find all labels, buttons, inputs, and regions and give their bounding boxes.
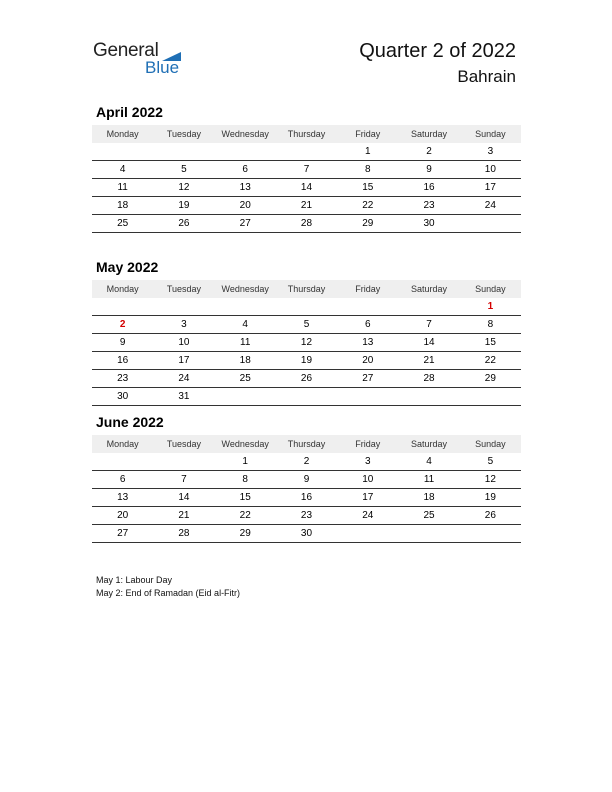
page-title: Quarter 2 of 2022 [359,40,516,62]
empty-day-cell [398,388,459,406]
day-cell: 22 [215,507,276,525]
week-row [92,215,521,233]
week-row [92,453,521,471]
month-april [92,104,521,233]
empty-day-cell [460,215,521,233]
month-title: May 2022 [96,259,159,275]
day-cell: 28 [398,370,459,388]
weekday-header: Monday [92,435,153,453]
day-cell: 27 [337,370,398,388]
weekday-header: Tuesday [153,435,214,453]
day-cell: 4 [92,161,153,179]
weekday-header: Saturday [398,125,459,143]
day-cell: 18 [215,352,276,370]
week-row [92,161,521,179]
calendar-table [92,280,521,406]
day-cell: 14 [276,179,337,197]
day-cell: 25 [398,507,459,525]
day-cell: 20 [337,352,398,370]
day-cell: 29 [215,525,276,543]
empty-day-cell [398,525,459,543]
empty-day-cell [215,388,276,406]
day-cell: 6 [92,471,153,489]
day-cell: 4 [398,453,459,471]
weekday-header: Tuesday [153,280,214,298]
holiday-notes [96,574,240,600]
day-cell: 6 [215,161,276,179]
weekday-header: Monday [92,280,153,298]
day-cell: 19 [153,197,214,215]
empty-day-cell [460,388,521,406]
day-cell: 26 [153,215,214,233]
weekday-header: Friday [337,435,398,453]
day-cell: 10 [460,161,521,179]
empty-day-cell [276,298,337,316]
weekday-header: Saturday [398,280,459,298]
day-cell: 4 [215,316,276,334]
day-cell: 13 [92,489,153,507]
day-cell: 22 [460,352,521,370]
day-cell: 28 [153,525,214,543]
weekday-header: Tuesday [153,125,214,143]
day-cell: 30 [398,215,459,233]
empty-day-cell [460,525,521,543]
day-cell: 26 [276,370,337,388]
day-cell: 21 [398,352,459,370]
day-cell: 3 [460,143,521,161]
weekday-header: Sunday [460,280,521,298]
month-title: June 2022 [96,414,164,430]
week-row [92,334,521,352]
weekday-header: Wednesday [215,125,276,143]
weekday-header: Wednesday [215,435,276,453]
empty-day-cell [215,143,276,161]
day-cell: 3 [153,316,214,334]
day-cell: 25 [215,370,276,388]
holiday-note: May 2: End of Ramadan (Eid al-Fitr) [96,588,241,598]
day-cell: 21 [153,507,214,525]
day-cell: 12 [460,471,521,489]
empty-day-cell [92,453,153,471]
logo-word-blue: Blue [145,58,180,77]
day-cell: 5 [460,453,521,471]
calendar-table [92,435,521,543]
day-cell: 8 [460,316,521,334]
day-cell: 19 [276,352,337,370]
day-cell: 15 [337,179,398,197]
day-cell: 18 [92,197,153,215]
day-cell: 7 [276,161,337,179]
day-cell: 11 [215,334,276,352]
empty-day-cell [337,525,398,543]
day-cell: 24 [153,370,214,388]
day-cell: 5 [276,316,337,334]
day-cell: 25 [92,215,153,233]
week-row [92,507,521,525]
week-row [92,471,521,489]
week-row [92,143,521,161]
weekday-header: Friday [337,280,398,298]
day-cell: 26 [460,507,521,525]
weekday-header: Thursday [276,435,337,453]
week-row [92,525,521,543]
empty-day-cell [337,298,398,316]
day-cell: 9 [92,334,153,352]
logo-word-general: General [93,40,159,61]
empty-day-cell [398,298,459,316]
day-cell: 18 [398,489,459,507]
holiday-note: May 1: Labour Day [96,575,173,585]
empty-day-cell [92,143,153,161]
day-cell: 12 [153,179,214,197]
day-cell: 7 [398,316,459,334]
country-name: Bahrain [457,67,516,86]
weekday-header: Wednesday [215,280,276,298]
day-cell: 31 [153,388,214,406]
day-cell: 21 [276,197,337,215]
day-cell: 17 [460,179,521,197]
generalblue-logo [93,40,203,80]
week-row [92,370,521,388]
day-cell: 29 [337,215,398,233]
week-row [92,388,521,406]
day-cell: 30 [276,525,337,543]
day-cell: 13 [337,334,398,352]
day-cell: 10 [153,334,214,352]
day-cell: 8 [215,471,276,489]
day-cell: 15 [215,489,276,507]
weekday-header: Monday [92,125,153,143]
day-cell: 1 [460,298,521,316]
day-cell: 9 [398,161,459,179]
weekday-header: Sunday [460,435,521,453]
empty-day-cell [153,298,214,316]
day-cell: 2 [398,143,459,161]
day-cell: 8 [337,161,398,179]
day-cell: 28 [276,215,337,233]
month-june [92,414,521,543]
day-cell: 14 [398,334,459,352]
day-cell: 27 [92,525,153,543]
day-cell: 16 [276,489,337,507]
day-cell: 22 [337,197,398,215]
day-cell: 30 [92,388,153,406]
calendar-table [92,125,521,233]
day-cell: 23 [398,197,459,215]
day-cell: 1 [337,143,398,161]
day-cell: 15 [460,334,521,352]
weekday-header: Thursday [276,280,337,298]
weekday-header: Thursday [276,125,337,143]
empty-day-cell [276,143,337,161]
day-cell: 5 [153,161,214,179]
day-cell: 16 [398,179,459,197]
week-row [92,316,521,334]
week-row [92,489,521,507]
day-cell: 16 [92,352,153,370]
day-cell: 20 [92,507,153,525]
day-cell: 24 [460,197,521,215]
day-cell: 29 [460,370,521,388]
week-row [92,298,521,316]
day-cell: 7 [153,471,214,489]
week-row [92,179,521,197]
day-cell: 12 [276,334,337,352]
day-cell: 13 [215,179,276,197]
week-row [92,197,521,215]
day-cell: 23 [276,507,337,525]
empty-day-cell [92,298,153,316]
day-cell: 17 [153,352,214,370]
weekday-header: Friday [337,125,398,143]
empty-day-cell [153,453,214,471]
day-cell: 3 [337,453,398,471]
day-cell: 6 [337,316,398,334]
day-cell: 11 [92,179,153,197]
day-cell: 14 [153,489,214,507]
day-cell: 11 [398,471,459,489]
day-cell: 23 [92,370,153,388]
month-may [92,259,521,406]
day-cell: 10 [337,471,398,489]
month-title: April 2022 [96,104,163,120]
weekday-header: Sunday [460,125,521,143]
day-cell: 2 [92,316,153,334]
day-cell: 20 [215,197,276,215]
day-cell: 1 [215,453,276,471]
day-cell: 9 [276,471,337,489]
day-cell: 19 [460,489,521,507]
empty-day-cell [215,298,276,316]
empty-day-cell [337,388,398,406]
week-row [92,352,521,370]
weekday-header: Saturday [398,435,459,453]
day-cell: 17 [337,489,398,507]
day-cell: 2 [276,453,337,471]
empty-day-cell [153,143,214,161]
empty-day-cell [276,388,337,406]
day-cell: 24 [337,507,398,525]
day-cell: 27 [215,215,276,233]
